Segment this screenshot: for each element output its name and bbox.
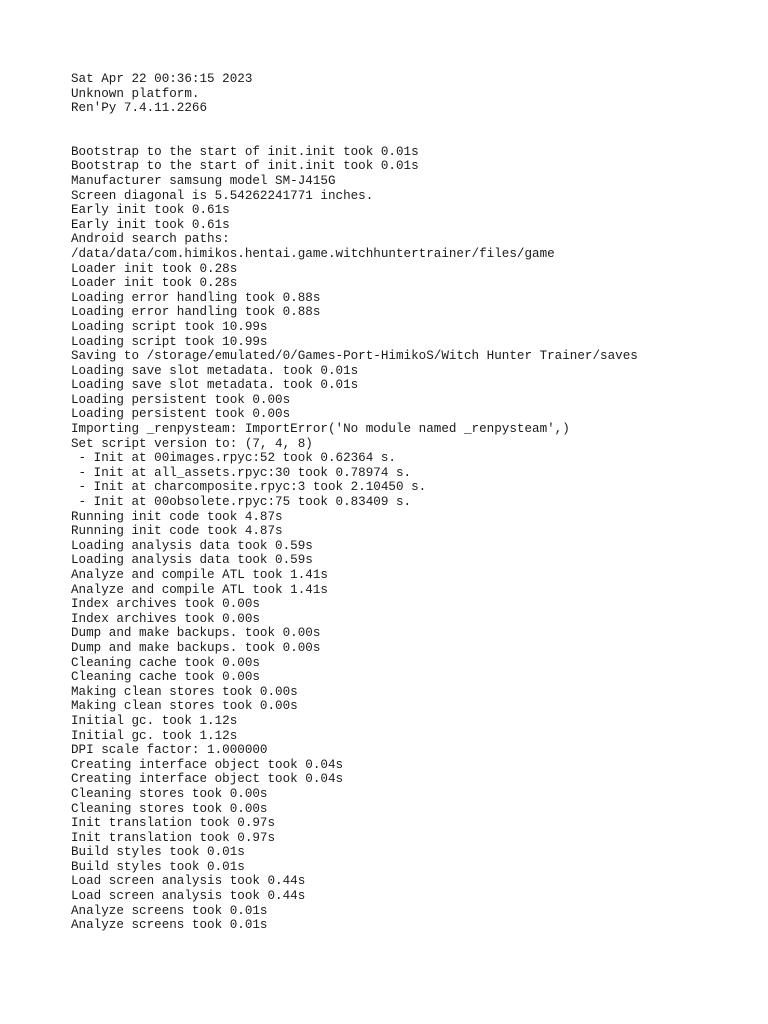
log-line: Dump and make backups. took 0.00s — [71, 626, 321, 641]
log-line: Loading error handling took 0.88s — [71, 305, 321, 320]
log-line: Analyze and compile ATL took 1.41s — [71, 568, 328, 582]
log-line: Creating interface object took 0.04s — [71, 757, 344, 772]
log-line: DPI scale factor: 1.000000 — [71, 743, 268, 758]
log-line: Manufacturer samsung model SM-J415G — [71, 173, 336, 188]
version-line: Ren'Py 7.4.11.2266 — [71, 101, 208, 116]
log-header — [71, 72, 758, 116]
log-line: Set script version to: (7, 4, 8) — [71, 436, 313, 451]
log-line: Running init code took 4.87s — [71, 524, 283, 539]
log-line: - Init at charcomposite.rpyc:3 took 2.10450 s. — [71, 480, 427, 495]
log-line: Running init code took 4.87s — [71, 509, 283, 524]
platform-line: Unknown platform. — [71, 86, 200, 101]
log-line: Init translation took 0.97s — [71, 830, 276, 845]
log-line: Bootstrap to the start of init.init took 0.01s — [71, 144, 419, 159]
log-line: /data/data/com.himikos.hentai.game.witchhuntertrainer/files/game — [71, 246, 555, 261]
log-line: Cleaning cache took 0.00s — [71, 670, 260, 685]
log-body — [71, 145, 758, 933]
log-line: Loader init took 0.28s — [71, 261, 238, 276]
log-line: Importing _renpysteam: ImportError('No module named _renpysteam',) — [71, 422, 570, 437]
log-line: - Init at 00obsolete.rpyc:75 took 0.83409 s. — [71, 495, 412, 510]
log-line: - Init at all_assets.rpyc:30 took 0.78974 s. — [71, 465, 412, 480]
log-line: Creating interface object took 0.04s — [71, 772, 344, 787]
log-line: Saving to /storage/emulated/0/Games-Port-HimikoS/Witch Hunter Trainer/saves — [71, 349, 638, 364]
log-line: Early init took 0.61s — [71, 203, 230, 218]
log-document — [71, 72, 758, 933]
log-line: Loading script took 10.99s — [71, 319, 268, 334]
log-line: Making clean stores took 0.00s — [71, 699, 298, 714]
log-line: Bootstrap to the start of init.init took 0.01s — [71, 159, 419, 174]
log-line: - Init at 00images.rpyc:52 took 0.62364 s. — [71, 451, 396, 466]
log-line: Cleaning stores took 0.00s — [71, 801, 268, 816]
log-line: Loading analysis data took 0.59s — [71, 553, 313, 568]
log-line: Analyze and compile ATL took 1.41s — [71, 582, 328, 597]
log-line: Loading save slot metadata. took 0.01s — [71, 378, 359, 393]
log-line: Loading error handling took 0.88s — [71, 290, 321, 305]
log-line: Initial gc. took 1.12s — [71, 713, 238, 728]
log-line: Initial gc. took 1.12s — [71, 728, 238, 743]
log-line: Index archives took 0.00s — [71, 611, 260, 626]
log-line: Dump and make backups. took 0.00s — [71, 640, 321, 655]
log-line: Loading persistent took 0.00s — [71, 407, 291, 422]
log-line: Loader init took 0.28s — [71, 276, 238, 291]
log-line: Analyze screens took 0.01s — [71, 903, 268, 918]
log-line: Loading script took 10.99s — [71, 334, 268, 349]
log-line: Cleaning cache took 0.00s — [71, 655, 260, 670]
log-line: Making clean stores took 0.00s — [71, 684, 298, 699]
log-line: Screen diagonal is 5.54262241771 inches. — [71, 188, 374, 203]
log-line: Index archives took 0.00s — [71, 597, 260, 612]
timestamp-line: Sat Apr 22 00:36:15 2023 — [71, 72, 253, 86]
log-line: Load screen analysis took 0.44s — [71, 874, 306, 889]
log-line: Analyze screens took 0.01s — [71, 918, 268, 933]
log-line: Init translation took 0.97s — [71, 816, 276, 831]
log-line: Android search paths: — [71, 232, 230, 247]
log-line: Cleaning stores took 0.00s — [71, 786, 268, 801]
log-line: Load screen analysis took 0.44s — [71, 889, 306, 904]
log-line: Build styles took 0.01s — [71, 845, 245, 860]
log-line: Loading analysis data took 0.59s — [71, 538, 313, 553]
log-line: Loading persistent took 0.00s — [71, 392, 291, 407]
log-line: Early init took 0.61s — [71, 217, 230, 232]
log-line: Loading save slot metadata. took 0.01s — [71, 363, 359, 378]
log-line: Build styles took 0.01s — [71, 859, 245, 874]
